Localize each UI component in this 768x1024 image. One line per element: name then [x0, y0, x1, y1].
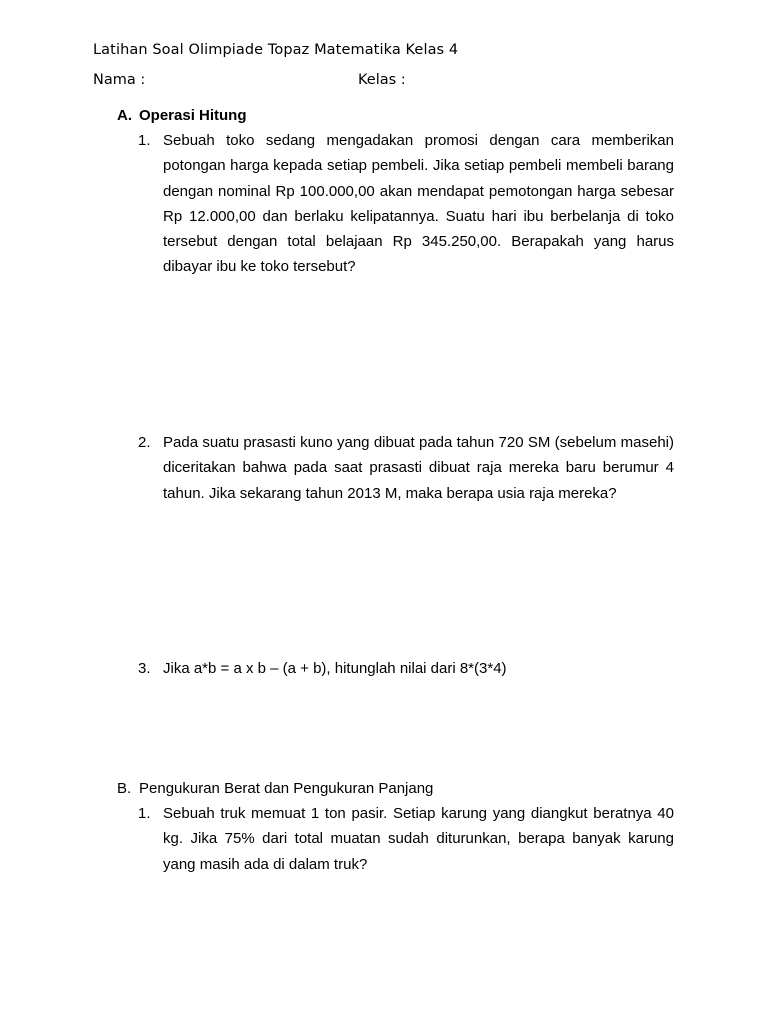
question-number: 1. [138, 132, 151, 149]
section-b-heading [117, 780, 433, 797]
question-text: Sebuah truk memuat 1 ton pasir. Setiap karung yang diangkut beratnya 40 kg. Jika 75% dari total muatan sudah diturunkan, berapa banyak karung yang masih ada di dalam truk? [163, 805, 674, 873]
question-number: 3. [138, 660, 151, 677]
section-letter: B. [117, 780, 132, 797]
question-number: 1. [138, 805, 151, 822]
question-text: Pada suatu prasasti kuno yang dibuat pada tahun 720 SM (sebelum masehi) diceritakan bahwa pada saat prasasti dibuat raja mereka baru berumur 4 tahun. Jika sekarang tahun 2013 M, maka berapa usia raja mereka? [163, 434, 674, 502]
class-label: Kelas : [358, 72, 406, 88]
question-a1 [138, 128, 674, 280]
question-b1 [138, 801, 674, 877]
question-number: 2. [138, 434, 151, 451]
question-text: Sebuah toko sedang mengadakan promosi dengan cara memberikan potongan harga kepada setiap pembeli. Jika setiap pembeli membeli barang dengan nominal Rp 100.000,00 akan mendapat pemotongan harga sebesar Rp 12.000,00 dan berlaku kelipatannya. Suatu hari ibu berbelanja di toko tersebut dengan total belajaan Rp 345.250,00. Berapakah yang harus dibayar ibu ke toko tersebut? [163, 132, 674, 276]
question-a3 [138, 656, 674, 681]
question-text: Jika a*b = a x b – (a + b), hitunglah nilai dari 8*(3*4) [163, 660, 507, 677]
section-title: Pengukuran Berat dan Pengukuran Panjang [139, 780, 434, 797]
section-letter: A. [117, 107, 132, 124]
section-a-heading [117, 107, 247, 124]
section-title: Operasi Hitung [139, 107, 247, 124]
document-title: Latihan Soal Olimpiade Topaz Matematika Kelas 4 [93, 42, 459, 58]
name-label: Nama : [93, 72, 146, 88]
question-a2 [138, 430, 674, 506]
